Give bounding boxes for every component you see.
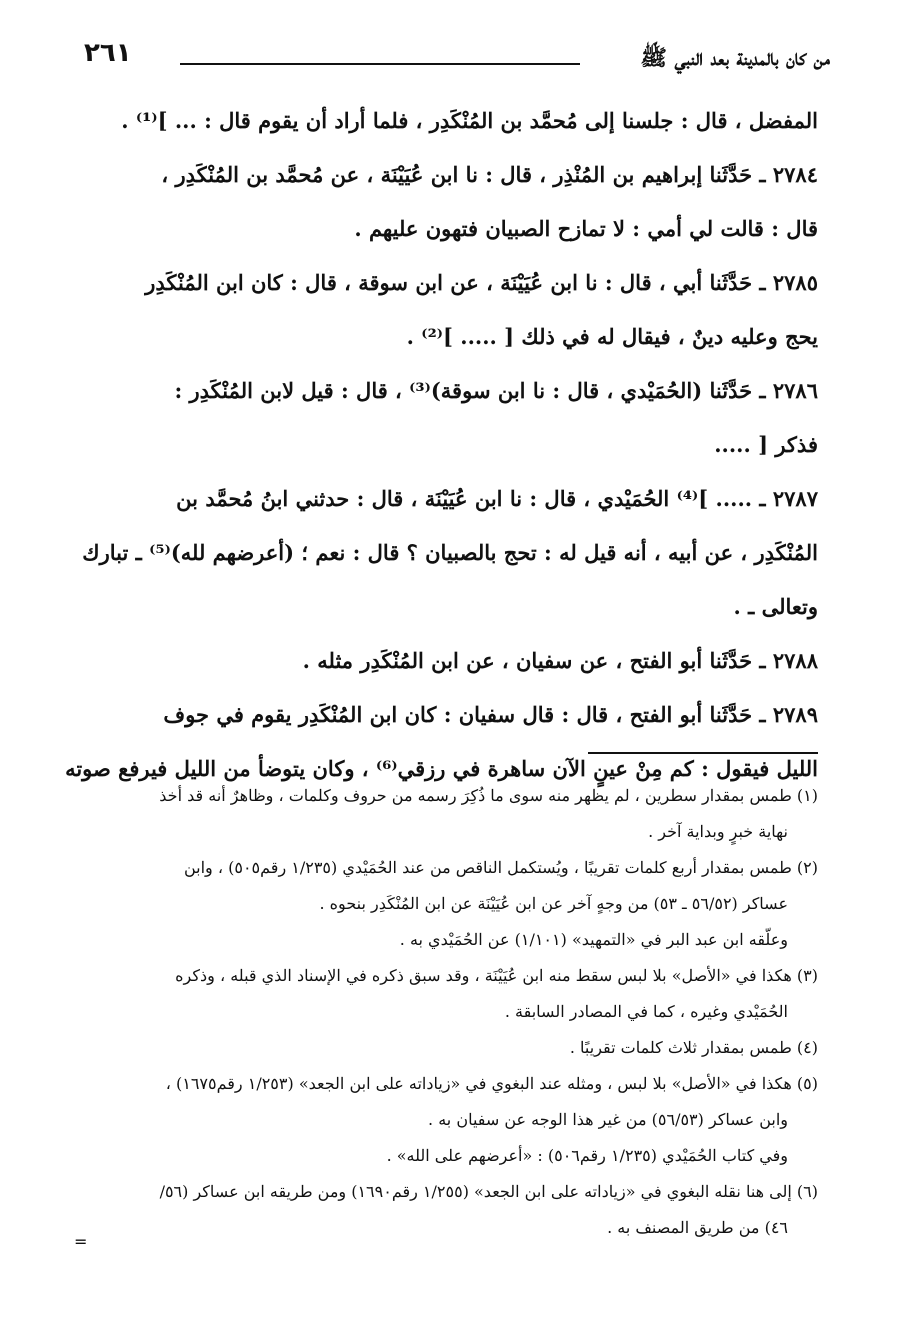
text-line: قال : قالت لي أمي : لا تمازح الصبيان فتهون عليهم . [354, 216, 818, 241]
footnote-line: (٤) طمس بمقدار ثلاث كلمات تقريبًا . [569, 1038, 818, 1057]
footnote-separator [588, 752, 818, 754]
text-line: ٢٧٨٧ ـ ..... ]⁽⁴⁾ الحُمَيْدي ، قال : نا ابن عُيَيْنَة ، قال : حدثني ابنُ مُحمَّد بن [176, 486, 818, 511]
text-line: ٢٧٨٦ ـ حَدَّثَنا (الحُمَيْدي ، قال : نا ابن سوقة)⁽³⁾ ، قال : قيل لابن المُنْكَدِر : [174, 378, 818, 403]
text-line: ٢٧٨٥ ـ حَدَّثَنا أبي ، قال : نا ابن عُيَيْنَة ، عن ابن سوقة ، قال : كان ابن المُنْكَدِر [145, 270, 818, 295]
text-line: ٢٧٨٩ ـ حَدَّثَنا أبو الفتح ، قال : قال سفيان : كان ابن المُنْكَدِر يقوم في جوف [163, 702, 818, 727]
footnote-line: ٤٦) من طريق المصنف به . [607, 1218, 788, 1237]
running-title: من كان بالمدينة بعد النبي ﷺ [640, 45, 830, 71]
text-line: المُنْكَدِر ، عن أبيه ، أنه قيل له : تحج بالصبيان ؟ قال : نعم ؛ (أعرضهم لله)⁽⁵⁾ ـ تبارك [82, 540, 818, 565]
footnote-line: وعلّقه ابن عبد البر في «التمهيد» (١/١٠١) عن الحُمَيْدي به . [399, 930, 788, 949]
footnotes [84, 778, 818, 1246]
page-header [70, 38, 830, 78]
footnote-line: نهاية خبرٍ وبداية آخر . [648, 822, 788, 841]
footnote-line: (٦) إلى هنا نقله البغوي في «زياداته على ابن الجعد» (١/٢٥٥ رقم١٦٩٠) ومن طريقه ابن عساكر (٥٦/ [159, 1182, 818, 1201]
footnote-line: الحُمَيْدي وغيره ، كما في المصادر السابقة . [504, 1002, 788, 1021]
text-line: وتعالى ـ . [733, 594, 818, 619]
footnote-line: (١) طمس بمقدار سطرين ، لم يظهر منه سوى ما ذُكِرَ رسمه من حروف وكلمات ، وظاهرٌ أنه قد أخذ [159, 786, 818, 805]
text-line: ٢٧٨٤ ـ حَدَّثَنا إبراهيم بن المُنْذِر ، قال : نا ابن عُيَيْنَة ، عن مُحمَّد بن المُنْكَدِر ، [161, 162, 818, 187]
footnote-line: عساكر (٥٦/٥٢ ـ ٥٣) من وجهٍ آخر عن ابن عُيَيْنَة عن ابن المُنْكَدِر بنحوه . [319, 894, 788, 913]
main-text [65, 94, 818, 796]
text-line: ٢٧٨٨ ـ حَدَّثَنا أبو الفتح ، عن سفيان ، عن ابن المُنْكَدِر مثله . [302, 648, 818, 673]
page-number: ٢٦١ [84, 38, 132, 68]
continuation-mark: = [74, 1232, 88, 1251]
footnote-line: (٥) هكذا في «الأصل» بلا لبس ، ومثله عند البغوي في «زياداته على ابن الجعد» (١/٢٥٣ رقم١٦٧٥) ، [165, 1074, 818, 1093]
text-line: الليل فيقول : كم مِنْ عينٍ الآن ساهرة في رزقي⁽⁶⁾ ، وكان يتوضأ من الليل فيرفع صوته [65, 756, 818, 781]
text-line: المفضل ، قال : جلسنا إلى مُحمَّد بن المُنْكَدِر ، فلما أراد أن يقوم قال : ... ]⁽¹⁾ . [121, 108, 818, 133]
text-line: يحج وعليه دينٌ ، فيقال له في ذلك [ ..... ]⁽²⁾ . [406, 324, 818, 349]
footnote-line: وفي كتاب الحُمَيْدي (١/٢٣٥ رقم٥٠٦) : «أعرضهم على الله» . [386, 1146, 788, 1165]
header-rule [180, 63, 580, 65]
footnote-line: (٣) هكذا في «الأصل» بلا لبس سقط منه ابن عُيَيْنَة ، وقد سبق ذكره في الإسناد الذي قبله ، وذكره [175, 966, 818, 985]
text-line: فذكر [ ..... [714, 432, 818, 457]
footnote-line: (٢) طمس بمقدار أربع كلمات تقريبًا ، ويُستكمل الناقص من عند الحُمَيْدي (١/٢٣٥ رقم٥٠٥) ، وابن [183, 858, 818, 877]
footnote-line: وابن عساكر (٥٦/٥٣) من غير هذا الوجه عن سفيان به . [428, 1110, 788, 1129]
